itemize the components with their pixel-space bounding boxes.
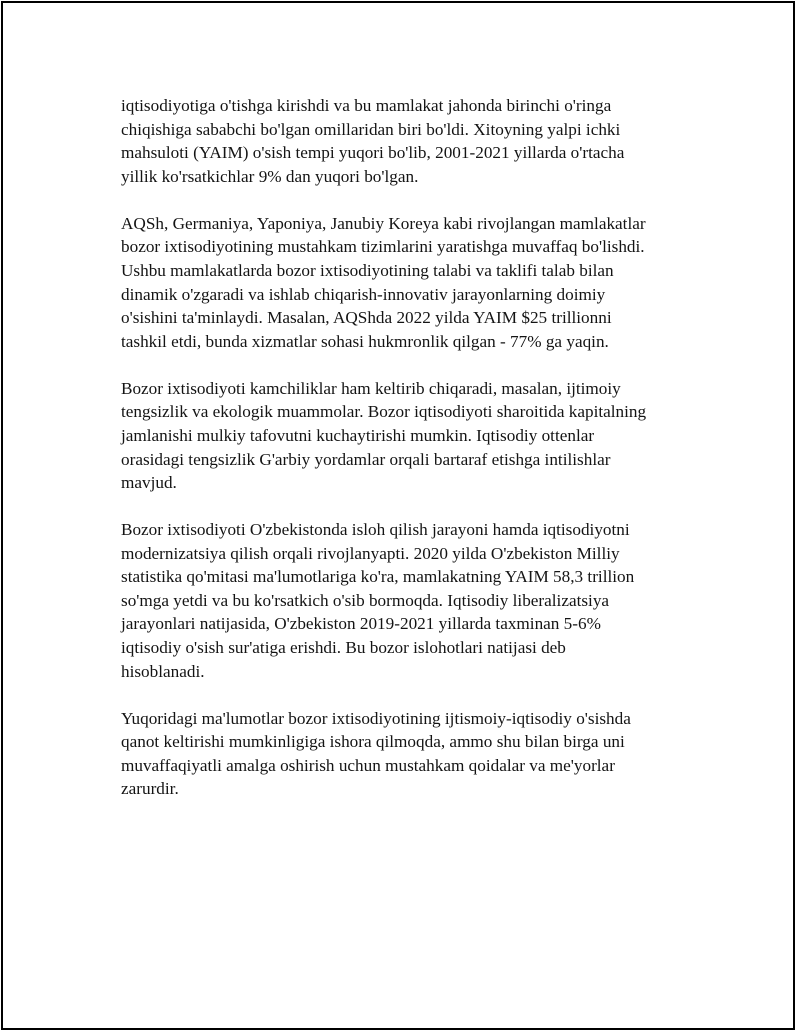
paragraph-market-drawbacks: Bozor ixtisodiyoti kamchiliklar ham keltirib chiqaradi, masalan, ijtimoiy tengsizlik va ekologik muammolar. Bozor iqtisodiyoti sharoitida kapitalning jamlanishi mulkiy tafovutni kuchaytirishi mumkin. Iqtisodiy ottenlar orasidagi tengsizlik G'arbiy yordamlar orqali bartaraf etishga intilishlar mavjud.	[121, 378, 647, 493]
document-body	[121, 94, 701, 824]
paragraph-china-growth: iqtisodiyotiga o'tishga kirishdi va bu mamlakat jahonda birinchi o'ringa chiqishiga sababchi bo'lgan omillaridan biri bo'ldi. Xitoyning yalpi ichki mahsuloti (YAIM) o'sish tempi yuqori bo'lib, 2001-2021 yillarda o'rtacha yillik ko'rsatkichlar 9% dan yuqori bo'lgan.	[121, 96, 625, 186]
document-page	[1, 1, 795, 1030]
paragraph-developed-countries: AQSh, Germaniya, Yaponiya, Janubiy Koreya kabi rivojlangan mamlakatlar bozor ixtisodiyotining mustahkam tizimlarini yaratishga muvaffaq bo'lishdi. Ushbu mamlakatlarda bozor ixtisodiyotining talabi va taklifi talab bilan dinamik o'zgaradi va ishlab chiqarish-innovativ jarayonlarning doimiy o'sishini ta'minlaydi. Masalan, AQShda 2022 yilda YAIM $25 trillionni tashkil etdi, bunda xizmatlar sohasi hukmronlik qilgan - 77% ga yaqin.	[121, 213, 646, 351]
paragraph-uzbekistan-reforms: Bozor ixtisodiyoti O'zbekistonda isloh qilish jarayoni hamda iqtisodiyotni modernizatsiya qilish orqali rivojlanyapti. 2020 yilda O'zbekiston Milliy statistika qo'mitasi ma'lumotlariga ko'ra, mamlakatning YAIM 58,3 trillion so'mga yetdi va bu ko'rsatkich o'sib bormoqda. Iqtisodiy liberalizatsiya jarayonlari natijasida, O'zbekiston 2019-2021 yillarda taxminan 5-6% iqtisodiy o'sish sur'atiga erishdi. Bu bozor islohotlari natijasi deb hisoblanadi.	[121, 520, 635, 681]
paragraph-conclusion: Yuqoridagi ma'lumotlar bozor ixtisodiyotining ijtismoiy-iqtisodiy o'sishda qanot keltirishi mumkinligiga ishora qilmoqda, ammo shu bilan birga uni muvaffaqiyatli amalga oshirish uchun mustahkam qoidalar va me'yorlar zarurdir.	[121, 708, 631, 799]
